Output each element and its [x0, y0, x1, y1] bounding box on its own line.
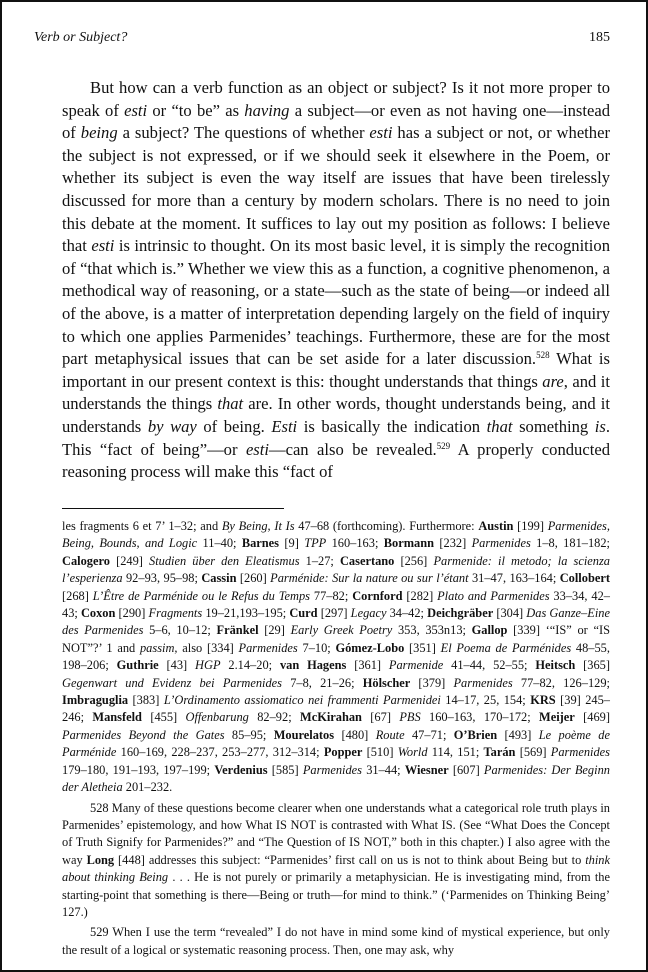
- note-author: Mourelatos: [273, 727, 335, 742]
- note-title: L’Être de Parménide ou le Refus du Temps: [92, 588, 310, 603]
- note-text: [510]: [362, 745, 398, 760]
- note-text: [448] addresses this subject: “Parmenides’ first call on us is not to think about Being but to: [114, 852, 586, 867]
- italic-term: esti: [369, 123, 393, 143]
- note-text: 7–8, 21–26;: [282, 675, 363, 690]
- note-text: [67]: [361, 710, 400, 725]
- note-text: [351]: [404, 640, 441, 655]
- note-text: [585]: [267, 762, 303, 777]
- note-text: [268]: [62, 588, 93, 603]
- note-author: van Hagens: [279, 658, 347, 673]
- note-text: also [334]: [177, 640, 239, 655]
- note-text: [607]: [448, 762, 484, 777]
- italic-term: esti: [245, 439, 269, 459]
- note-author: Curd: [289, 606, 318, 621]
- note-author: Tarán: [483, 745, 516, 760]
- note-text: 47–71;: [404, 727, 454, 742]
- note-text: 92–93, 95–98;: [122, 571, 202, 586]
- text-run: A properly conducted reasoning process will make this “fact of: [62, 439, 610, 482]
- note-author: Popper: [323, 745, 363, 760]
- italic-term: esti: [91, 236, 115, 256]
- note-title: Das Ganze–Eine des Parmenides: [62, 606, 610, 638]
- note-author: Long: [86, 852, 115, 867]
- note-title: Parmenides: [471, 536, 531, 551]
- text-run: , and it understands the things: [62, 371, 611, 414]
- text-run: What is important in our present context is this: thought understands that things: [62, 349, 610, 391]
- note-author: Casertano: [339, 553, 395, 568]
- italic-term: having: [244, 100, 290, 120]
- note-title: Offenbarung: [185, 710, 249, 725]
- note-text: [199]: [513, 519, 548, 533]
- note-text: 11–40;: [197, 536, 242, 551]
- note-text: 528 Many of these questions become clearer when one understands what a categorical role truth plays in Parmenides’ epistemology, and how What IS NOT is contrasted with What IS. (See “What Does the Concept of Truth Signify for Parmenides?” and “The Question of IS NOT,” both in this chapter.) I also agree with the way: [62, 800, 610, 867]
- note-author: McKirahan: [300, 710, 362, 725]
- note-text: 7–10;: [297, 640, 336, 655]
- text-run: . This “fact of being”—or: [62, 416, 610, 459]
- note-title: Early Greek Poetry: [290, 623, 393, 638]
- note-author: Meijer: [539, 710, 575, 725]
- note-author: Barnes: [241, 536, 280, 551]
- note-text: [29]: [258, 623, 291, 638]
- note-text: 31–47, 163–164;: [468, 571, 560, 586]
- note-text: [232]: [434, 536, 472, 551]
- note-text: [569]: [515, 745, 551, 760]
- note-text: 82–92;: [248, 710, 300, 725]
- main-paragraph: [62, 77, 610, 484]
- note-author: Collobert: [559, 571, 610, 586]
- note-text: 77–82, 126–129;: [512, 675, 610, 690]
- note-text: 5–6, 10–12;: [143, 623, 217, 638]
- page-header: [34, 30, 610, 50]
- note-text: [39] 245–246;: [62, 693, 610, 725]
- note-author: Guthrie: [116, 658, 159, 673]
- note-title: Studien über den Eleatismus: [149, 553, 300, 568]
- note-title: By Being, It Is: [221, 519, 295, 533]
- note-text: [249]: [109, 553, 150, 568]
- note-author: O’Brien: [453, 727, 498, 742]
- note-text: . . . He is not purely or primarily a metaphysician. He is investigating mind, from the starting-point that something is there—Being or truth—for mind to think.” (‘Parmenides on Thinking Being’ 127.): [62, 870, 610, 919]
- note-author: Heitsch: [535, 658, 576, 673]
- note-title: Parmenides: [302, 762, 363, 777]
- footnotes: [62, 518, 610, 959]
- note-title: TPP: [304, 536, 327, 551]
- note-author: Verdenius: [214, 762, 268, 777]
- note-author: Bormann: [383, 536, 435, 551]
- note-text: [455]: [141, 710, 186, 725]
- note-text: 19–21,193–195;: [202, 606, 290, 621]
- note-text: 41–44, 52–55;: [443, 658, 536, 673]
- note-text: 48–55, 198–206;: [62, 640, 610, 673]
- note-text: 179–180, 191–193, 197–199;: [62, 762, 215, 777]
- text-run: is basically the indication: [297, 416, 487, 436]
- note-text: 33–34, 42–43;: [62, 588, 610, 621]
- italic-term: esti: [124, 100, 148, 120]
- note-author: KRS: [530, 693, 556, 708]
- note-title: Parmenides: Der Beginn der Aletheia: [62, 762, 610, 795]
- note-title: L’Ordinamento assiomatico nei frammenti Parmenidei: [163, 693, 441, 708]
- note-text: 1–8, 181–182;: [530, 536, 610, 551]
- note-text: [365]: [575, 658, 610, 673]
- italic-term: Esti: [271, 416, 298, 436]
- note-text: 31–44;: [362, 762, 405, 777]
- note-text: [383]: [128, 693, 164, 708]
- note-text: [282]: [402, 588, 438, 603]
- body-text: [62, 77, 610, 484]
- note-text: 14–17, 25, 154;: [440, 693, 531, 708]
- note-title: Route: [375, 727, 405, 742]
- note-title: World: [397, 745, 428, 760]
- footnote-separator: [62, 508, 284, 509]
- note-text: [256]: [394, 553, 434, 568]
- footnote-529: [62, 924, 610, 959]
- note-author: Cassin: [201, 571, 237, 586]
- text-run: —can also be revealed.: [268, 439, 437, 459]
- text-run: something: [512, 416, 595, 436]
- note-text: 160–163, 170–172;: [420, 710, 540, 725]
- note-author: Cornford: [352, 588, 403, 603]
- note-text: 1–27;: [299, 553, 340, 568]
- note-title: Fragments: [148, 606, 203, 621]
- running-title: Verb or Subject?: [34, 30, 128, 45]
- note-title: Parmenides: [238, 640, 298, 655]
- note-title: Parmenide: [388, 658, 444, 673]
- footnote-continuation: [62, 518, 610, 797]
- note-title: Parménide: Sur la nature ou sur l’étant: [270, 571, 469, 586]
- note-author: Gallop: [471, 623, 508, 638]
- note-text: [9]: [279, 536, 305, 551]
- note-author: Gómez-Lobo: [335, 640, 405, 655]
- note-text: 353, 353n13;: [392, 623, 472, 638]
- note-text: 34–42;: [386, 606, 428, 621]
- text-run: or “to be” as: [147, 100, 245, 120]
- note-title: Parmenides: [550, 745, 610, 760]
- note-text: [493]: [497, 727, 539, 742]
- text-run: are. In other words, thought understands being, and it understands: [62, 394, 610, 436]
- note-text: [43]: [158, 658, 196, 673]
- note-title: Plato and Parmenides: [437, 588, 550, 603]
- note-text: [260]: [236, 571, 271, 586]
- note-title: Parmenides, Being, Bounds, and Logic: [62, 519, 610, 551]
- note-title: El Poema de Parménides: [440, 640, 572, 655]
- italic-term: is: [594, 416, 606, 436]
- italic-term: by way: [147, 416, 197, 436]
- italic-term: being: [80, 123, 118, 143]
- note-author: Wiesner: [404, 762, 449, 777]
- note-text: [297]: [317, 606, 351, 621]
- note-text: 77–82;: [310, 588, 353, 603]
- note-text: 85–95;: [224, 727, 274, 742]
- note-text: 2.14–20;: [220, 658, 280, 673]
- note-text: 160–169, 228–237, 253–277, 312–314;: [116, 745, 324, 760]
- note-text: 529 When I use the term “revealed” I do not have in mind some kind of mystical experience, but only the result of a logical or systematic reasoning process. Then, one may ask, why: [62, 925, 610, 957]
- italic-term: are: [542, 371, 564, 391]
- note-text: 201–232.: [122, 780, 173, 795]
- note-title: Legacy: [350, 606, 387, 621]
- note-text: [361]: [346, 658, 389, 673]
- note-author: Hölscher: [362, 675, 411, 690]
- note-text: [480]: [334, 727, 376, 742]
- note-text: 47–68 (forthcoming). Furthermore:: [294, 519, 479, 533]
- note-author: Calogero: [62, 553, 110, 568]
- note-text: 160–163;: [326, 536, 384, 551]
- note-title: Parmenides Beyond the Gates: [62, 727, 225, 742]
- text-run: has a subject or not, or whether the subject is not expressed, or if we should seek it elsewhere in the Poem, or whether its subject is even the way itself are issues that have been tirelessly discussed for more than a century by modern scholars. There is no need to join this debate at the moment. It suffices to lay out my position as follows: I believe that: [62, 123, 610, 256]
- note-text: [304]: [493, 606, 527, 621]
- footnote-ref-529[interactable]: 529: [436, 440, 451, 451]
- footnote-ref-528[interactable]: 528: [536, 350, 550, 361]
- note-text: les fragments 6 et 7’ 1–32; and: [62, 519, 222, 533]
- note-text: [339] ‘“IS” or “IS NOT”?’ 1 and: [62, 623, 610, 655]
- note-title: HGP: [195, 658, 221, 673]
- note-text: [469]: [574, 710, 610, 725]
- text-run: is intrinsic to thought. On its most basic level, it is simply the recognition of “that which is.” Whether we view this as a function, a cognitive phenomenon, a methodical way of reasoning, or a state—such as the state of being—or indeed all of the above, is a matter of interpretation depending largely on the field of inquiry to which one applies Parmenides’ teachings. Furthermore, these are for the most part metaphysical issues that can be set aside for a later discussion.: [62, 236, 611, 369]
- note-title: Parmenide: il metodo; la scienza l’esperienza: [62, 553, 610, 586]
- note-title: Le poème de Parménide: [62, 727, 610, 760]
- footnote-528: [62, 800, 610, 922]
- note-author: Deichgräber: [427, 606, 494, 621]
- italic-term: that: [486, 416, 513, 436]
- note-text: [290]: [115, 606, 149, 621]
- note-author: Mansfeld: [92, 710, 142, 725]
- note-author: Austin: [478, 519, 514, 533]
- text-run: a subject—or even as not having one—instead of: [62, 100, 611, 143]
- note-author: Fränkel: [216, 623, 259, 638]
- text-run: of being.: [196, 416, 272, 436]
- page-number: 185: [589, 30, 610, 45]
- note-title: Parmenides: [453, 675, 513, 690]
- note-text: 114, 151;: [427, 745, 484, 760]
- note-title: Gegenwart und Evidenz bei Parmenides: [62, 675, 283, 690]
- note-title: PBS: [399, 710, 421, 725]
- note-title: think about thinking Being: [62, 852, 610, 885]
- text-run: a subject? The questions of whether: [117, 123, 370, 143]
- note-author: Imbraguglia: [62, 693, 129, 708]
- note-title: passim,: [139, 640, 178, 655]
- italic-term: that: [217, 394, 244, 414]
- note-author: Coxon: [80, 606, 116, 621]
- note-text: [379]: [410, 675, 454, 690]
- text-run: But how can a verb function as an object or subject? Is it not more proper to speak of: [62, 78, 610, 120]
